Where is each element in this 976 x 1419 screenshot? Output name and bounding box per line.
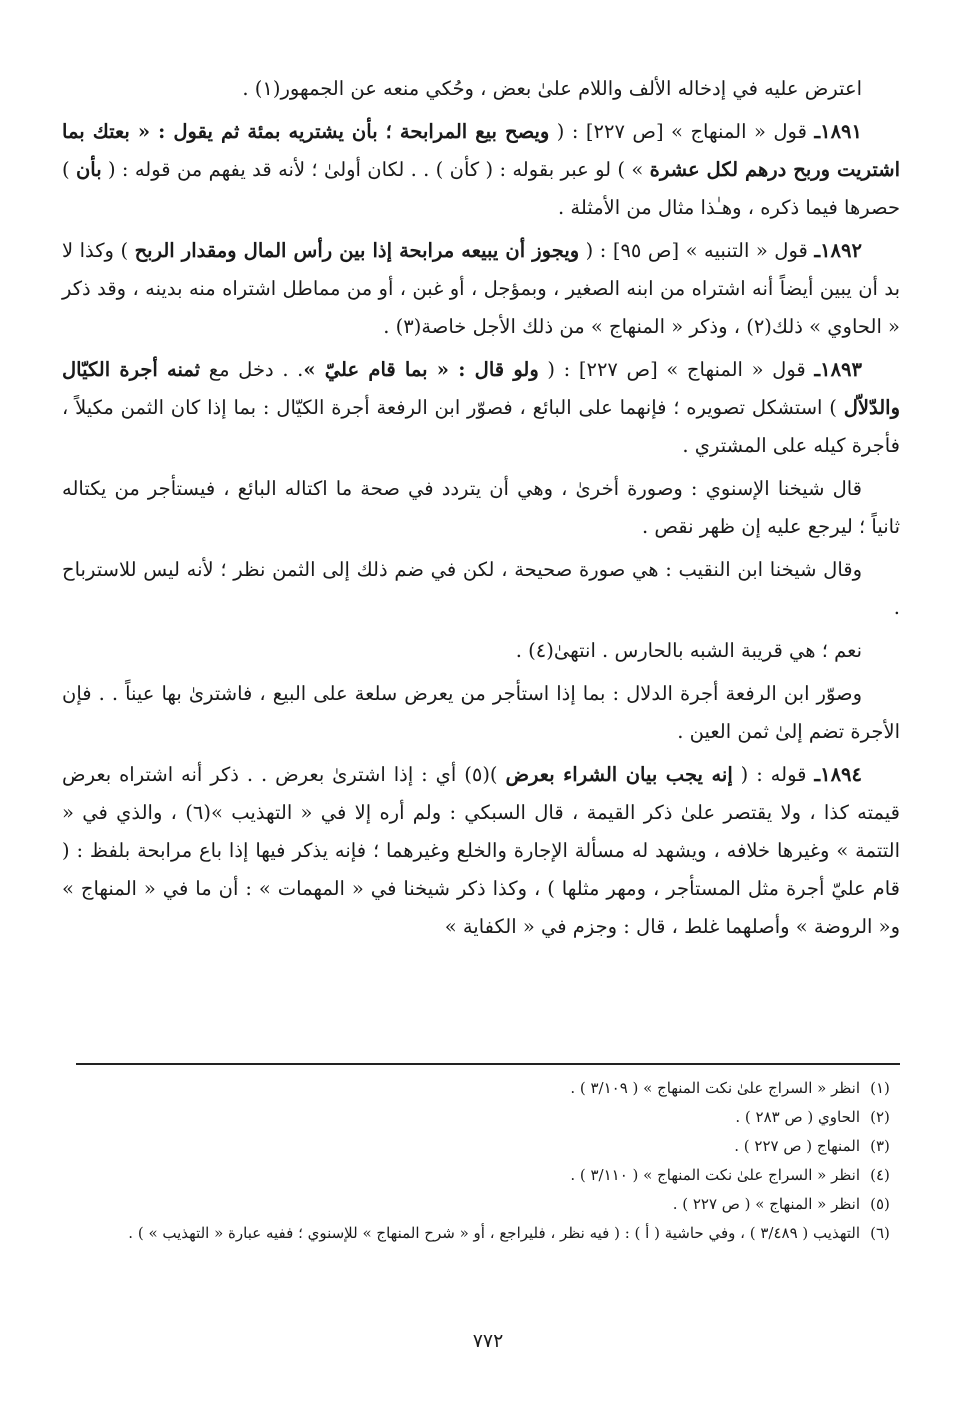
paragraph (62, 551, 900, 627)
text-span: اعترض عليه في إدخاله الألف واللام علىٰ بعض ، وحُكي منعه عن الجمهور(١) . (242, 77, 862, 100)
paragraph (62, 675, 900, 751)
bold-text: ١٨٩٢ـ (814, 239, 862, 262)
text-span: قال شيخنا الإسنوي : وصورة أخرىٰ ، وهي أن يتردد في صحة ما اكتاله البائع ، فيستأجر من يكتاله ثانياً ؛ ليرجع عليه إن ظهر نقص . (62, 477, 900, 538)
bold-text: ١٨٩٤ـ (814, 763, 862, 786)
main-text (62, 70, 900, 951)
bold-text: إنه يجب بيان الشراء بعرض (505, 763, 733, 786)
footnote-text: انظر « المنهاج » ( ص ٢٢٧ ) . (672, 1195, 860, 1213)
footnote-text: المنهاج ( ص ٢٢٧ ) . (734, 1137, 860, 1155)
bold-text: ويصح بيع المرابحة ؛ بأن يشتريه بمئة ثم يقول : « بعتك بما اشتريت وربح درهم لكل عشرة (62, 120, 900, 181)
text-span: وصوّر ابن الرفعة أجرة الدلال : بما إذا استأجر من يعرض سلعة على البيع ، فاشترىٰ بها عيناً . . فإن الأجرة تضم إلىٰ ثمن العين . (62, 682, 900, 743)
footnote-text: انظر « السراج علىٰ نكت المنهاج » ( ٣/١٠٩ ) . (570, 1079, 860, 1097)
footnote (72, 1190, 900, 1219)
footnote-number: (١) (870, 1079, 890, 1097)
footnote-text: انظر « السراج علىٰ نكت المنهاج » ( ٣/١١٠ ) . (570, 1166, 860, 1184)
footnote (72, 1103, 900, 1132)
text-span: قوله : ( (732, 763, 815, 786)
bold-text: ثمنه أجرة الكيّال والدّلاّل (62, 358, 900, 419)
text-span: قول « المنهاج » [ص ٢٢٧] : ( (549, 120, 815, 143)
footnote-number: (٦) (870, 1224, 890, 1242)
text-span: قول « التنبيه » [ص ٩٥] : ( (579, 239, 815, 262)
footnote-number: (٥) (870, 1195, 890, 1213)
footnotes (72, 1074, 900, 1248)
bold-text: بأن (75, 158, 102, 181)
paragraph (62, 113, 900, 227)
footnote-number: (٢) (870, 1108, 890, 1126)
footnote-text: التهذيب ( ٣/٤٨٩ ) ، وفي حاشية ( أ ) : ( فيه نظر ، فليراجع ، أو « شرح المنهاج » للإسنوي ؛ ففيه عبارة « التهذيب » ) . (128, 1224, 860, 1242)
footnote (72, 1132, 900, 1161)
text-span: قول « المنهاج » [ص ٢٢٧] : ( (538, 358, 815, 381)
footnote-separator (76, 1063, 900, 1065)
text-span: ) وكذا لا بد أن يبين أيضاً أنه اشتراه من ابنه الصغير ، وبمؤجل ، أو غبن ، أو من مماطل اشتراه منه بدينه ، وقد ذكر « الحاوي » ذلك(٢) ، وذكر « المنهاج » من ذلك الأجل خاصة(٣) . (62, 239, 900, 338)
paragraph (62, 756, 900, 946)
footnote (72, 1161, 900, 1190)
text-span: ) حصرها فيما ذكره ، وهـٰذا مثال من الأمثلة . (62, 158, 900, 219)
text-span: نعم ؛ هي قريبة الشبه بالحارس . انتهىٰ(٤) . (515, 639, 862, 662)
footnote-number: (٤) (870, 1166, 890, 1184)
paragraph (62, 70, 900, 108)
footnote (72, 1219, 900, 1248)
bold-text: ١٨٩١ـ (814, 120, 862, 143)
page-number: ٧٧٢ (472, 1330, 504, 1352)
text-span: )(٥) أي : إذا اشترىٰ بعرض . . ذكر أنه اشتراه بعرض قيمته كذا ، ولا يقتصر علىٰ ذكر القيمة ، قال السبكي : ولم أره إلا في « التهذيب »(٦) ، والذي في « التتمة » وغيرها خلافه ، ويشهد له مسألة الإجارة والخلع وغيرهما ؛ فإنه يذكر فيها إذا باع مرابحة بلفظ : ( قام عليّ أجرة مثل المستأجر ، ومهر مثلها ) ، وكذا ذكر شيخنا في « المهمات » : أن ما في « المنهاج » و« الروضة » وأصلهما غلط ، قال : وجزم في « الكفاية » (62, 763, 900, 938)
paragraph (62, 632, 900, 670)
bold-text: ١٨٩٣ـ (814, 358, 862, 381)
bold-text: ولو قال : « بما قام عليّ » (303, 358, 539, 381)
footnote-number: (٣) (870, 1137, 890, 1155)
paragraph (62, 351, 900, 465)
text-span: » ) لو عبر بقوله : ( كأن ) . . لكان أولىٰ ؛ لأنه قد يفهم من قوله : ( (101, 158, 650, 181)
paragraph (62, 470, 900, 546)
text-span: . . دخل مع (200, 358, 304, 381)
footnote (72, 1074, 900, 1103)
footnote-text: الحاوي ( ص ٢٨٣ ) . (735, 1108, 860, 1126)
paragraph (62, 232, 900, 346)
text-span: ) استشكل تصويره ؛ فإنهما على البائع ، فصوّر ابن الرفعة أجرة الكيّال : بما إذا كان الثمن مكيلاً ، فأجرة كيله على المشتري . (62, 396, 900, 457)
text-span: وقال شيخنا ابن النقيب : هي صورة صحيحة ، لكن في ضم ذلك إلى الثمن نظر ؛ لأنه ليس للاسترباح . (62, 558, 900, 619)
bold-text: ويجوز أن يبيعه مرابحة إذا بين رأس المال ومقدار الربح (134, 239, 580, 262)
